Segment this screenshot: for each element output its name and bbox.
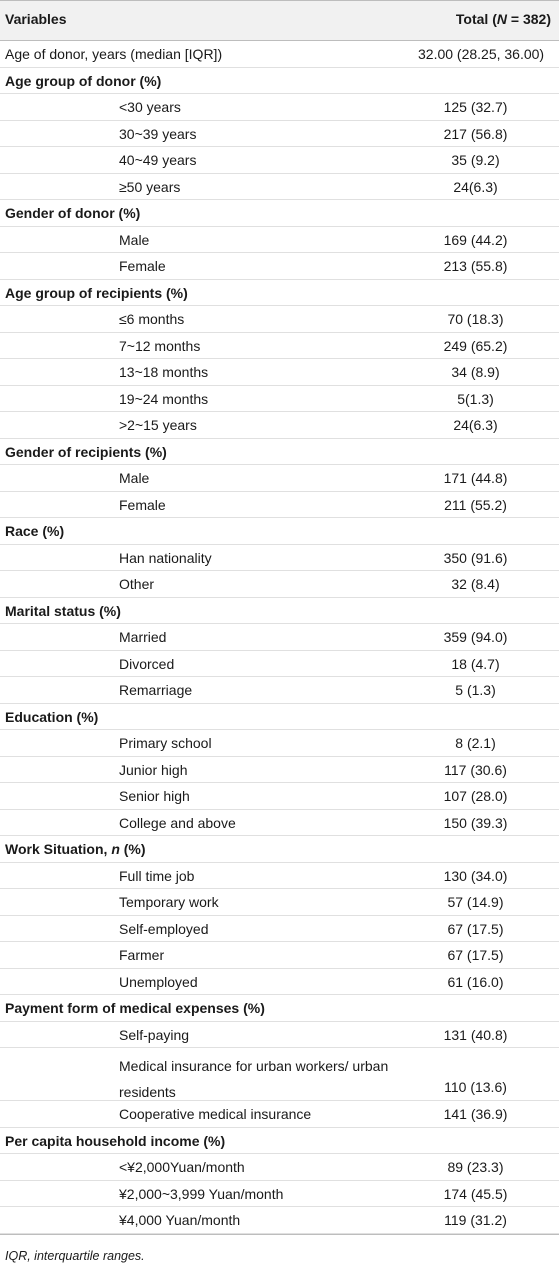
row-value: 24(6.3): [453, 178, 498, 195]
row-value: 211 (55.2): [444, 496, 507, 513]
table-section-row: [0, 995, 559, 1022]
row-value: 8 (2.1): [455, 735, 496, 751]
row-label: College and above: [119, 814, 236, 831]
table-section-row: [0, 598, 559, 625]
table-row: [0, 94, 559, 121]
section-label: Race (%): [5, 523, 65, 539]
row-value: 5 (1.3): [455, 682, 496, 698]
row-label: Farmer: [119, 947, 165, 963]
row-label: <¥2,000Yuan/month: [119, 1159, 245, 1175]
table-row: [0, 227, 559, 254]
row-label: 13~18 months: [119, 364, 209, 380]
row-value: 24(6.3): [453, 417, 498, 433]
row-value: 131 (40.8): [443, 1026, 508, 1043]
row-value: 57 (14.9): [447, 894, 504, 910]
table-row: [0, 863, 559, 890]
section-label: Work Situation, n (%): [5, 841, 146, 857]
table-row: [0, 730, 559, 757]
table-row: [0, 1101, 559, 1128]
row-value: 169 (44.2): [443, 231, 508, 248]
row-value: 67 (17.5): [447, 947, 504, 963]
row-label: ≥50 years: [119, 178, 181, 195]
table-section-row: [0, 1128, 559, 1155]
row-label: Junior high: [119, 761, 188, 778]
row-value: 217 (56.8): [443, 125, 508, 142]
row-label: Unemployed: [119, 973, 198, 990]
row-value: 119 (31.2): [444, 1212, 507, 1228]
table-row: [0, 571, 559, 598]
table-row: [0, 942, 559, 969]
row-value: 61 (16.0): [447, 973, 504, 990]
table-row: [0, 757, 559, 784]
row-value: 359 (94.0): [443, 629, 508, 645]
table-row: [0, 492, 559, 519]
row-value: 110 (13.6): [444, 1079, 507, 1095]
row-value: 141 (36.9): [443, 1106, 508, 1122]
row-label: Self-employed: [119, 920, 209, 937]
table-section-row: [0, 200, 559, 227]
table-row: [0, 174, 559, 201]
row-value: 32.00 (28.25, 36.00): [418, 46, 545, 62]
row-value: 213 (55.8): [443, 258, 508, 274]
row-label: Other: [119, 576, 155, 592]
row-label: >2~15 years: [119, 417, 197, 433]
header-variables: Variables: [5, 11, 67, 27]
section-label: Payment form of medical expenses (%): [5, 1000, 265, 1016]
row-value: 18 (4.7): [451, 655, 500, 672]
row-label: Male: [119, 470, 150, 486]
row-label: 7~12 months: [119, 337, 201, 354]
table-row: [0, 545, 559, 572]
row-value: 249 (65.2): [443, 337, 508, 354]
table-row: [0, 333, 559, 360]
section-label: Age group of donor (%): [5, 72, 162, 89]
row-value: 130 (34.0): [443, 867, 508, 884]
table-row: [0, 41, 559, 68]
row-label: Male: [119, 231, 150, 248]
row-label: Han nationality: [119, 549, 212, 566]
row-label: <30 years: [119, 99, 181, 115]
row-label: Primary school: [119, 735, 212, 751]
table-row: [0, 651, 559, 678]
section-label: Marital status (%): [5, 602, 121, 619]
table-row: [0, 1022, 559, 1049]
table-row: [0, 147, 559, 174]
row-label: Remarriage: [119, 682, 193, 698]
section-label: Education (%): [5, 708, 99, 725]
row-label: Medical insurance for urban workers/ urban residents: [119, 1058, 389, 1100]
row-label: ¥2,000~3,999 Yuan/month: [119, 1185, 284, 1202]
section-label: Age group of recipients (%): [5, 284, 188, 301]
table-row: [0, 889, 559, 916]
table-footnote: [0, 1234, 559, 1265]
row-value: 117 (30.6): [444, 761, 507, 778]
row-label: ≤6 months: [119, 311, 185, 327]
row-label: Divorced: [119, 655, 175, 672]
row-value: 34 (8.9): [451, 364, 500, 380]
row-label: 40~49 years: [119, 152, 197, 168]
row-label: Self-paying: [119, 1026, 190, 1043]
row-value: 32 (8.4): [451, 576, 500, 592]
table-row: [0, 386, 559, 413]
row-value: 174 (45.5): [443, 1185, 508, 1202]
table-section-row: [0, 836, 559, 863]
table-row: [0, 783, 559, 810]
table-section-row: [0, 68, 559, 95]
table-row: [0, 810, 559, 837]
row-label: Married: [119, 629, 167, 645]
row-value: 89 (23.3): [447, 1159, 504, 1175]
row-value: 150 (39.3): [443, 814, 508, 831]
row-label: Senior high: [119, 788, 190, 804]
section-label: Gender of donor (%): [5, 205, 141, 221]
table-row: [0, 359, 559, 386]
table-row: [0, 916, 559, 943]
row-value: 67 (17.5): [447, 920, 504, 937]
section-label: Per capita household income (%): [5, 1132, 226, 1149]
table-row: [0, 1181, 559, 1208]
row-label: Female: [119, 496, 166, 513]
table-header: [0, 0, 559, 41]
row-label: Temporary work: [119, 894, 219, 910]
row-value: 171 (44.8): [443, 470, 508, 486]
table-section-row: [0, 439, 559, 466]
table-row: [0, 412, 559, 439]
table-row: [0, 1154, 559, 1181]
table-row: [0, 465, 559, 492]
row-label: Cooperative medical insurance: [119, 1106, 312, 1122]
table-section-row: [0, 518, 559, 545]
table-row: [0, 121, 559, 148]
row-label: Full time job: [119, 867, 195, 884]
table-row: [0, 1207, 559, 1234]
table-row: [0, 624, 559, 651]
footnote-text: IQR, interquartile ranges.: [5, 1248, 145, 1263]
row-label: Female: [119, 258, 166, 274]
row-label: 30~39 years: [119, 125, 197, 142]
section-label: Gender of recipients (%): [5, 443, 167, 460]
row-value: 350 (91.6): [443, 549, 508, 566]
table-row: [0, 677, 559, 704]
table-row: [0, 253, 559, 280]
row-value: 70 (18.3): [447, 311, 504, 327]
row-value: 107 (28.0): [443, 788, 508, 804]
table-row: [0, 969, 559, 996]
table-row: [0, 1048, 559, 1101]
table-body: [0, 41, 559, 1234]
row-label: Age of donor, years (median [IQR]): [5, 46, 223, 62]
row-label: ¥4,000 Yuan/month: [119, 1212, 241, 1228]
row-label: 19~24 months: [119, 390, 209, 407]
table-section-row: [0, 704, 559, 731]
table-row: [0, 306, 559, 333]
header-total: Total (N = 382): [455, 11, 551, 27]
row-value: 35 (9.2): [451, 152, 500, 168]
row-value: 5(1.3): [457, 390, 494, 407]
row-value: 125 (32.7): [443, 99, 508, 115]
table-section-row: [0, 280, 559, 307]
